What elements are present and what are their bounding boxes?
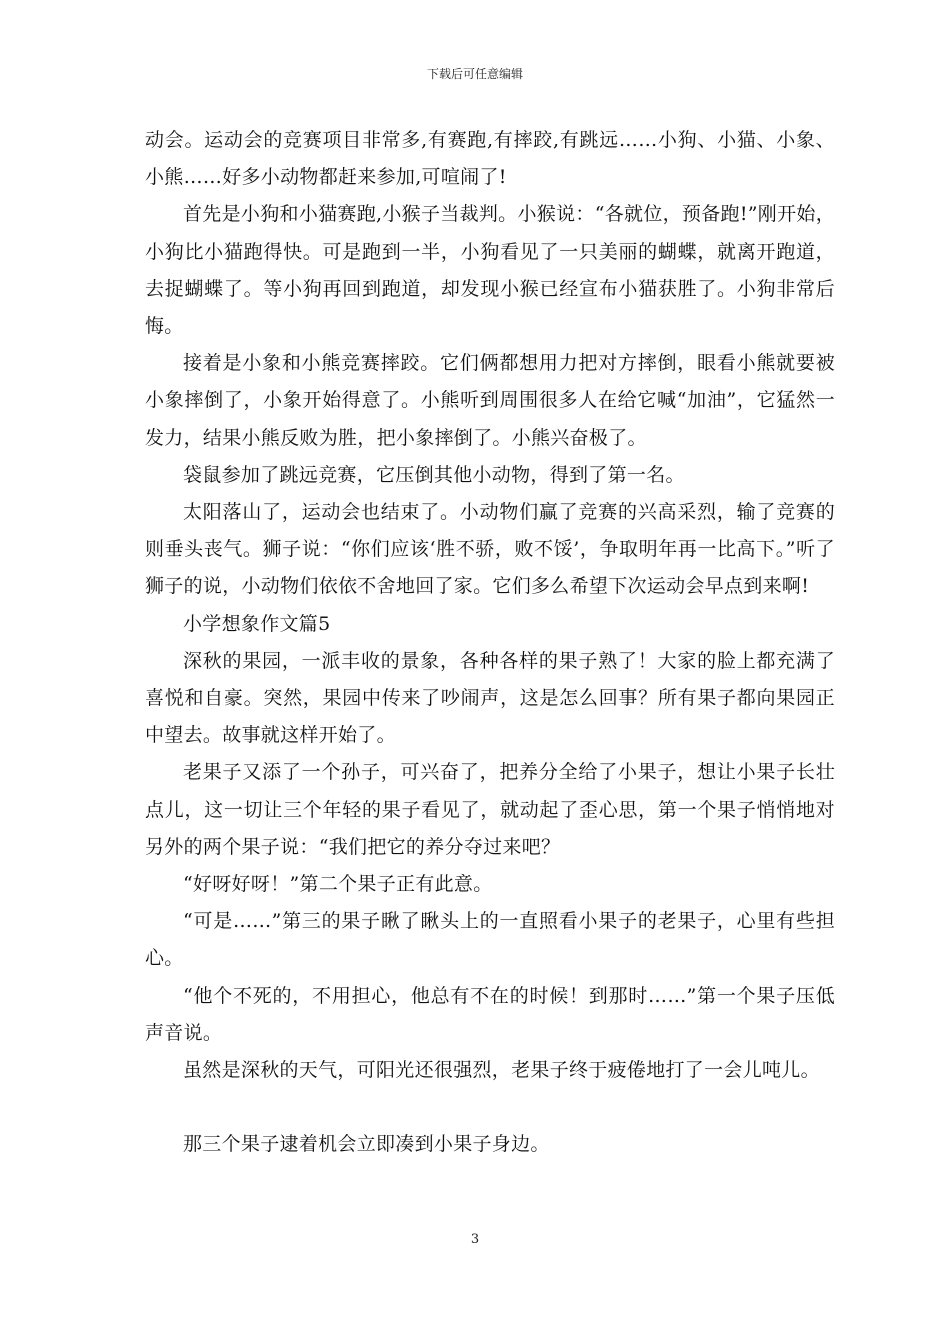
- paragraph-dog-cat-race: 首先是小狗和小猫赛跑,小猴子当裁判。小猴说：“各就位，预备跑!”刚开始，小狗比小猫跑得快。可是跑到一半，小狗看见了一只美丽的蝴蝶，就离开跑道，去捉蝴蝶了。等小狗再回到跑道，却发现小猴已经宣布小猫获胜了。小狗非常后悔。: [145, 203, 835, 338]
- blank-line: [145, 1089, 835, 1126]
- paragraph-autumn-sun: 虽然是深秋的天气，可阳光还很强烈，老果子终于疲倦地打了一会儿吨儿。: [183, 1059, 820, 1082]
- paragraph-second-fruit: “好呀好呀！”第二个果子正有此意。: [183, 873, 493, 896]
- paragraph-third-fruit: “可是……”第三的果子瞅了瞅头上的一直照看小果子的老果子，心里有些担心。: [145, 910, 835, 970]
- paragraph-orchard-intro: 深秋的果园，一派丰收的景象，各种各样的果子熟了！大家的脸上都充满了喜悦和自豪。突然，果园中传来了吵闹声，这是怎么回事？所有果子都向果园正中望去。故事就这样开始了。: [145, 649, 835, 747]
- paragraph-elephant-bear-wrestling: 接着是小象和小熊竞赛摔跤。它们俩都想用力把对方摔倒，眼看小熊就要被小象摔倒了，小象开始得意了。小熊听到周围很多人在给它喊“加油”，它猛然一发力，结果小熊反败为胜，把小象摔倒了。小熊兴奋极了。: [145, 352, 835, 449]
- paragraph-continuation: 动会。运动会的竞赛项目非常多,有赛跑,有摔跤,有跳远……小狗、小猫、小象、小熊……好多小动物都赶来参加,可喧闹了!: [145, 129, 835, 189]
- paragraph-three-fruits: 那三个果子逮着机会立即凑到小果子身边。: [183, 1133, 550, 1156]
- paragraph-first-fruit: “他个不死的，不用担心，他总有不在的时候！到那时……”第一个果子压低声音说。: [145, 984, 835, 1044]
- section-heading: 小学想象作文篇5: [183, 612, 331, 635]
- paragraph-old-fruit: 老果子又添了一个孙子，可兴奋了，把养分全给了小果子，想让小果子长壮点儿，这一切让三个年轻的果子看见了，就动起了歪心思，第一个果子悄悄地对另外的两个果子说：“我们把它的养分夺过来吧？: [145, 761, 835, 858]
- page-header: 下载后可任意编辑: [426, 67, 523, 81]
- page-number: 3: [470, 1232, 480, 1247]
- document-body: [145, 122, 835, 1163]
- paragraph-kangaroo-jump: 袋鼠参加了跳远竞赛，它压倒其他小动物，得到了第一名。: [183, 463, 685, 486]
- paragraph-sunset-ending: 太阳落山了，运动会也结束了。小动物们赢了竞赛的兴高采烈，输了竞赛的则垂头丧气。狮子说：“你们应该‘胜不骄，败不馁’，争取明年再一比高下。”听了狮子的说，小动物们依依不舍地回了家。它们多么希望下次运动会早点到来啊!: [145, 501, 835, 598]
